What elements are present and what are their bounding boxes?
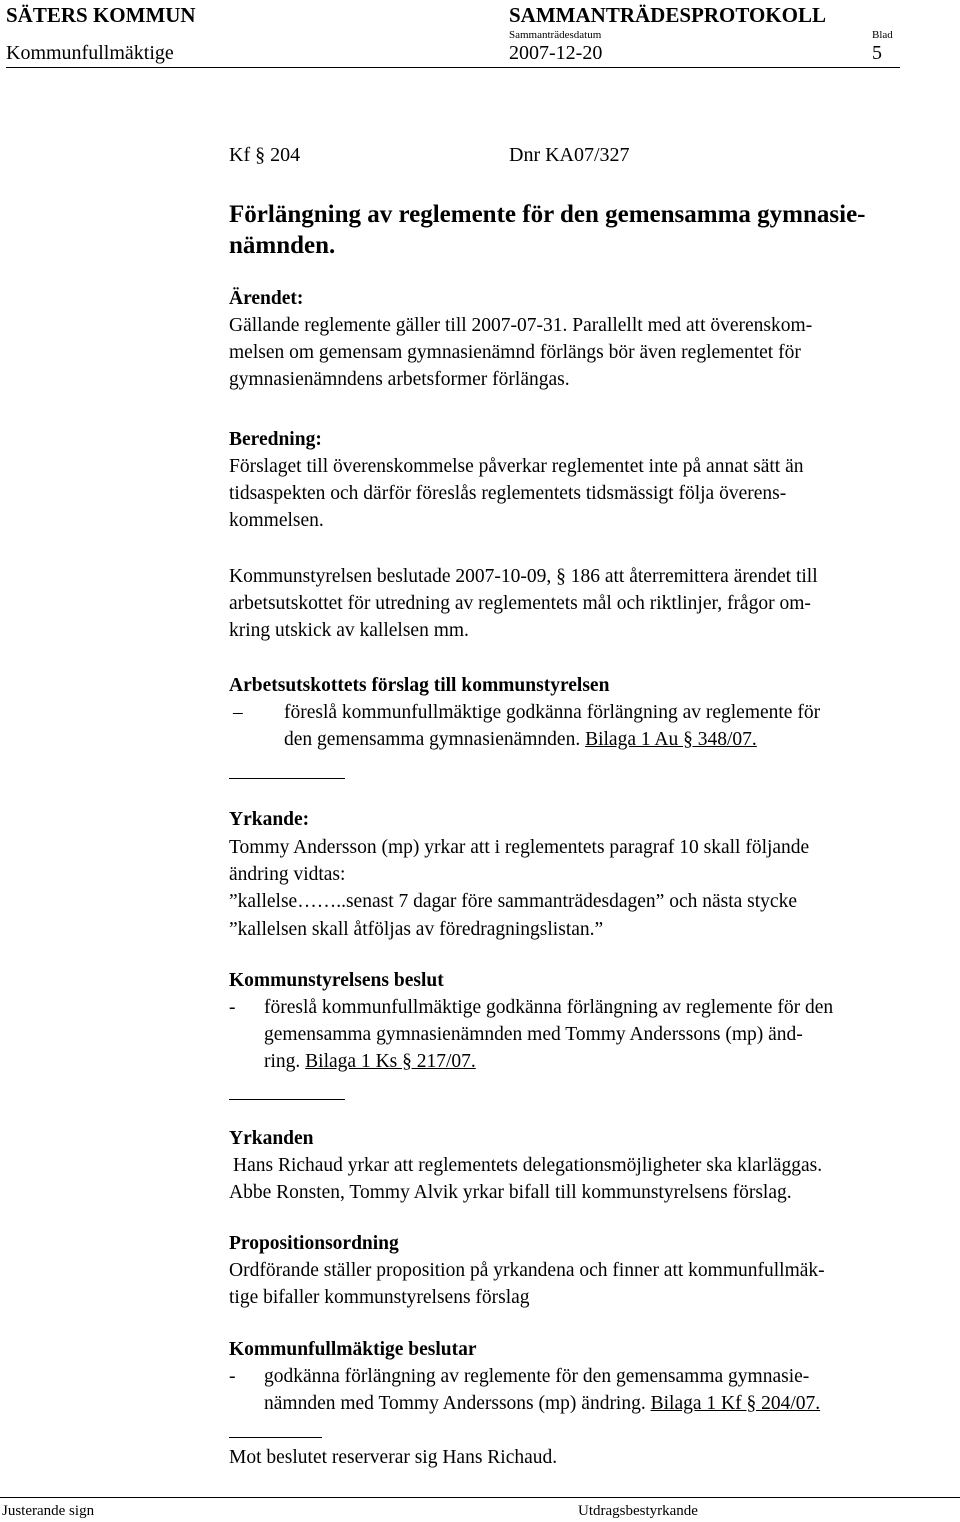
meeting-date: 2007-12-20 — [509, 42, 603, 64]
kf-decision-heading: Kommunfullmäktige beslutar — [229, 1339, 477, 1360]
arendet-line: melsen om gemensam gymnasienämnd förlängs bör även reglementet för — [229, 342, 801, 363]
beredning-line: Förslaget till överenskommelse påverkar reglementet inte på annat sätt än — [229, 456, 804, 477]
ks-decision-line: arbetsutskottet för utredning av reglementets mål och riktlinjer, frågor om- — [229, 593, 811, 614]
au-proposal-heading: Arbetsutskottets förslag till kommunstyrelsen — [229, 675, 610, 696]
beredning-line: tidsaspekten och därför föreslås reglementets tidsmässigt följa överens- — [229, 483, 787, 504]
kf-decision-text: nämnden med Tommy Anderssons (mp) ändring. — [264, 1393, 646, 1414]
ks-decision-heading: Kommunstyrelsens beslut — [229, 970, 444, 991]
page-number: 5 — [872, 42, 882, 64]
date-label: Sammanträdesdatum — [509, 29, 602, 41]
page-label: Blad — [872, 29, 893, 41]
ks-attachment-link[interactable]: Bilaga 1 Ks § 217/07. — [305, 1051, 476, 1072]
beredning-heading: Beredning: — [229, 429, 322, 450]
paragraph-number: Kf § 204 — [229, 144, 301, 166]
proposition-line: Ordförande ställer proposition på yrkandena och finner att kommunfullmäk- — [229, 1260, 825, 1281]
case-title-line-1: Förlängning av reglemente för den gemensamma gymnasie- — [229, 201, 866, 228]
section-divider — [229, 1099, 345, 1100]
arendet-heading: Ärendet: — [229, 288, 304, 309]
yrkande-line: ändring vidtas: — [229, 864, 346, 885]
yrkande-line: Tommy Andersson (mp) yrkar att i reglementets paragraf 10 skall följande — [229, 837, 810, 858]
au-proposal-dash: – — [233, 702, 243, 723]
ks-decision-text: ring. — [264, 1051, 301, 1072]
arendet-line: gymnasienämndens arbetsformer förlängas. — [229, 369, 570, 390]
footer-rule — [0, 1497, 960, 1498]
yrkanden-heading: Yrkanden — [229, 1128, 314, 1149]
footer-signature-label: Justerande sign — [2, 1503, 95, 1519]
document-type: SAMMANTRÄDESPROTOKOLL — [509, 3, 826, 27]
yrkanden-line: Abbe Ronsten, Tommy Alvik yrkar bifall till kommunstyrelsens förslag. — [229, 1182, 792, 1203]
section-divider — [229, 778, 345, 779]
section-divider — [229, 1437, 322, 1438]
ks-decision-dash: - — [229, 997, 236, 1018]
ks-decision-item-line-3 — [264, 1048, 476, 1075]
dnr: Dnr KA07/327 — [509, 144, 630, 166]
au-attachment-link[interactable]: Bilaga 1 Au § 348/07. — [585, 729, 757, 750]
au-proposal-line-1: föreslå kommunfullmäktige godkänna förlängning av reglemente för — [284, 702, 821, 723]
proposition-line: tige bifaller kommunstyrelsens förslag — [229, 1287, 530, 1308]
au-proposal-text: den gemensamma gymnasienämnden. — [284, 729, 581, 750]
ks-decision-item-line-1: föreslå kommunfullmäktige godkänna förlängning av reglemente för den — [264, 997, 834, 1018]
beredning-line: kommelsen. — [229, 510, 324, 531]
header-rule — [6, 67, 900, 68]
case-title-line-2: nämnden. — [229, 232, 336, 259]
ks-decision-line: Kommunstyrelsen beslutade 2007-10-09, § 186 att återremittera ärendet till — [229, 566, 818, 587]
yrkande-line: ”kallelsen skall åtföljas av föredragningslistan.” — [229, 919, 604, 940]
ks-decision-line: kring utskick av kallelsen mm. — [229, 620, 469, 641]
yrkanden-line: Hans Richaud yrkar att reglementets delegationsmöjligheter ska klarläggas. — [233, 1155, 823, 1176]
yrkande-heading: Yrkande: — [229, 809, 310, 830]
ks-decision-item-line-2: gemensamma gymnasienämnden med Tommy Anderssons (mp) änd- — [264, 1024, 803, 1045]
footer-extract-label: Utdragsbestyrkande — [578, 1503, 698, 1519]
au-proposal-line-2 — [284, 726, 757, 753]
org-name: SÄTERS KOMMUN — [6, 3, 196, 27]
proposition-heading: Propositionsordning — [229, 1233, 399, 1254]
reservation: Mot beslutet reserverar sig Hans Richaud. — [229, 1447, 558, 1468]
kf-decision-line-2 — [264, 1390, 820, 1417]
yrkande-line: ”kallelse……..senast 7 dagar före sammanträdesdagen” och nästa stycke — [229, 891, 797, 912]
kf-decision-dash: - — [229, 1366, 236, 1387]
arendet-line: Gällande reglemente gäller till 2007-07-31. Parallellt med att överenskom- — [229, 315, 813, 336]
kf-attachment-link[interactable]: Bilaga 1 Kf § 204/07. — [650, 1393, 821, 1414]
kf-decision-line-1: godkänna förlängning av reglemente för den gemensamma gymnasie- — [264, 1366, 810, 1387]
body-name: Kommunfullmäktige — [6, 42, 174, 64]
